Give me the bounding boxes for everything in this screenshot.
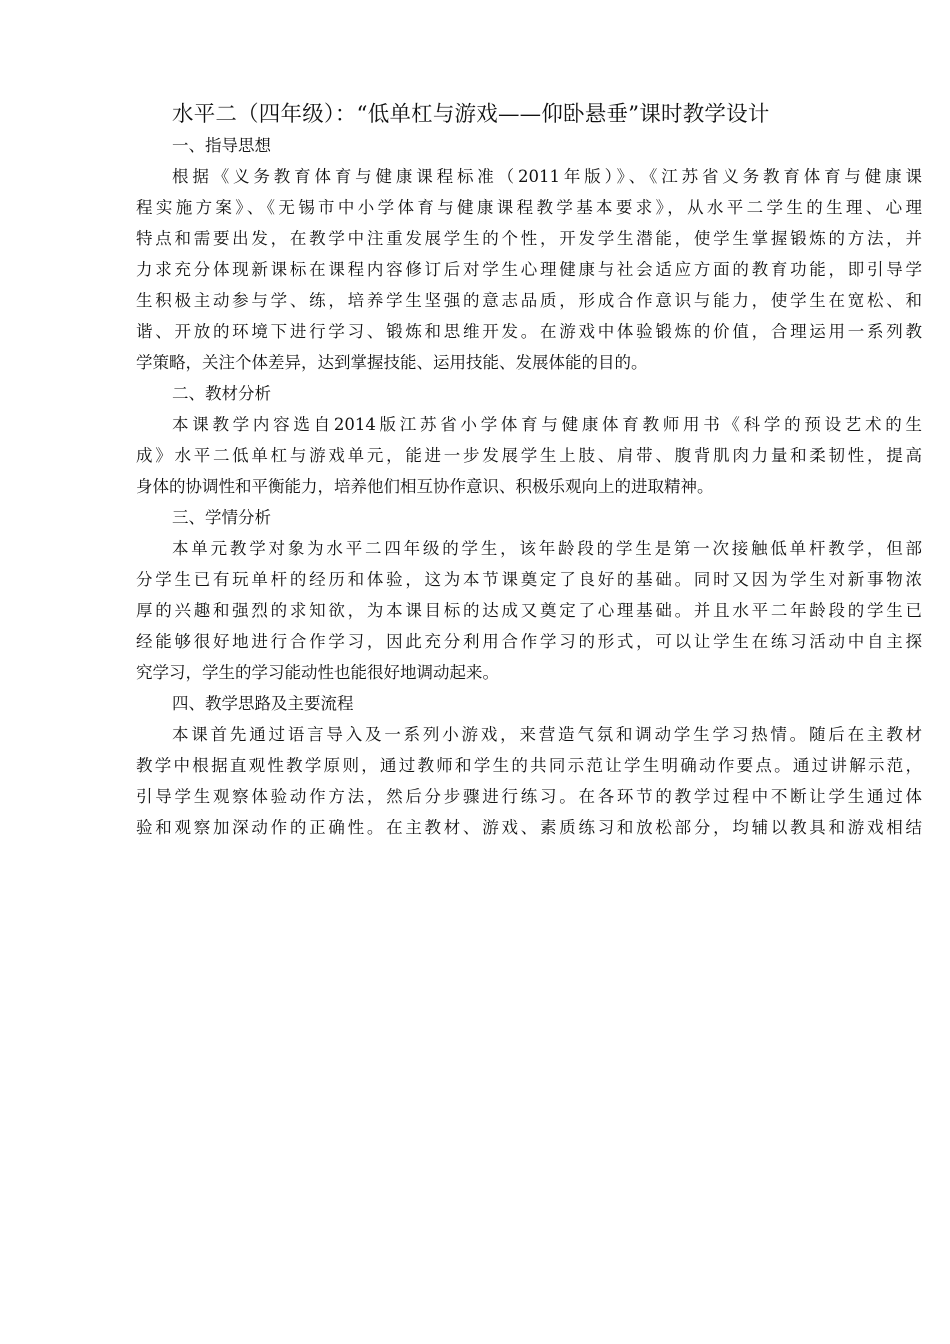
paragraph-line: 分学生已有玩单杆的经历和体验，这为本节课奠定了良好的基础。同时又因为学生对新事物浓 bbox=[136, 570, 922, 589]
paragraph-line: 经能够很好地进行合作学习，因此充分利用合作学习的形式，可以让学生在练习活动中自主探 bbox=[136, 632, 922, 651]
section-heading: 二、教材分析 bbox=[172, 384, 271, 403]
paragraph-line: 究学习，学生的学习能动性也能很好地调动起来。 bbox=[136, 663, 499, 682]
paragraph-line: 生积极主动参与学、练，培养学生坚强的意志品质，形成合作意识与能力，使学生在宽松、和 bbox=[136, 291, 922, 310]
paragraph-line: 教学中根据直观性教学原则，通过教师和学生的共同示范让学生明确动作要点。通过讲解示范， bbox=[136, 756, 922, 775]
section-teaching-process bbox=[136, 688, 922, 843]
paragraph-line: 力求充分体现新课标在课程内容修订后对学生心理健康与社会适应方面的教育功能，即引导学 bbox=[136, 260, 922, 279]
paragraph-line: 根据《义务教育体育与健康课程标准（2011年版）》、《江苏省义务教育体育与健康课 bbox=[172, 167, 922, 186]
document-page bbox=[136, 100, 922, 843]
paragraph-line: 特点和需要出发，在教学中注重发展学生的个性，开发学生潜能，使学生掌握锻炼的方法，并 bbox=[136, 229, 922, 248]
paragraph-line: 厚的兴趣和强烈的求知欲，为本课目标的达成又奠定了心理基础。并且水平二年龄段的学生已 bbox=[136, 601, 922, 620]
section-guiding-ideology bbox=[136, 130, 922, 378]
paragraph-line: 验和观察加深动作的正确性。在主教材、游戏、素质练习和放松部分，均辅以教具和游戏相结 bbox=[136, 818, 922, 837]
document-title: 水平二（四年级）：“低单杠与游戏——仰卧悬垂”课时教学设计 bbox=[172, 102, 770, 127]
paragraph-line: 程实施方案》、《无锡市中小学体育与健康课程教学基本要求》，从水平二学生的生理、心理 bbox=[136, 198, 922, 217]
paragraph-line: 谐、开放的环境下进行学习、锻炼和思维开发。在游戏中体验锻炼的价值，合理运用一系列教 bbox=[136, 322, 922, 341]
paragraph-line: 本单元教学对象为水平二四年级的学生，该年龄段的学生是第一次接触低单杆教学，但部 bbox=[172, 539, 922, 558]
paragraph-line: 学策略，关注个体差异，达到掌握技能、运用技能、发展体能的目的。 bbox=[136, 353, 648, 372]
section-student-analysis bbox=[136, 502, 922, 688]
paragraph-line: 成》水平二低单杠与游戏单元，能进一步发展学生上肢、肩带、腹背肌肉力量和柔韧性，提高 bbox=[136, 446, 922, 465]
section-heading: 一、指导思想 bbox=[172, 136, 271, 155]
section-heading: 四、教学思路及主要流程 bbox=[172, 694, 354, 713]
paragraph-line: 引导学生观察体验动作方法，然后分步骤进行练习。在各环节的教学过程中不断让学生通过体 bbox=[136, 787, 922, 806]
paragraph-line: 身体的协调性和平衡能力，培养他们相互协作意识、积极乐观向上的进取精神。 bbox=[136, 477, 714, 496]
paragraph-line: 本课首先通过语言导入及一系列小游戏，来营造气氛和调动学生学习热情。随后在主教材 bbox=[172, 725, 922, 744]
section-heading: 三、学情分析 bbox=[172, 508, 271, 527]
paragraph-line: 本课教学内容选自2014版江苏省小学体育与健康体育教师用书《科学的预设艺术的生 bbox=[172, 415, 922, 434]
section-textbook-analysis bbox=[136, 378, 922, 502]
